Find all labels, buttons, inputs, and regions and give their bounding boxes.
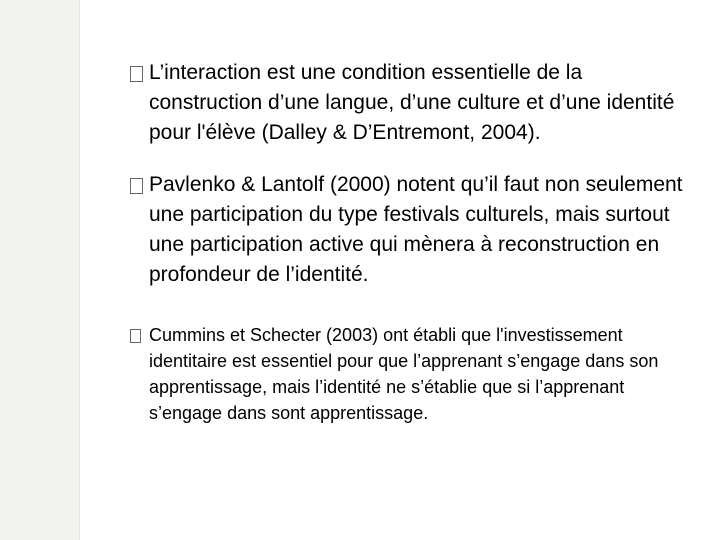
bullet-square-icon xyxy=(130,178,143,194)
bullet-item xyxy=(128,58,700,148)
bullet-square-icon xyxy=(130,329,141,343)
left-accent-band xyxy=(0,0,80,540)
bullet-list xyxy=(128,58,700,426)
bullet-item xyxy=(128,322,700,426)
bullet-square-icon xyxy=(130,66,143,82)
bullet-item xyxy=(128,170,700,290)
bullet-text: Cummins et Schecter (2003) ont établi que l'investissement identitaire est essentiel pour que l’apprenant s’engage dans son apprentissage, mais l’identité ne s’établie que si l’apprenant s’engage dans sont apprentissage. xyxy=(149,325,659,423)
left-accent-band-edge xyxy=(79,0,80,540)
bullet-text: Pavlenko & Lantolf (2000) notent qu’il faut non seulement une participation du type festivals culturels, mais surtout une participation active qui mènera à reconstruction en profondeur de l’identité. xyxy=(149,173,683,286)
bullet-text: L’interaction est une condition essentielle de la construction d’une langue, d’une culture et d’une identité pour l'élève (Dalley & D’Entremont, 2004). xyxy=(149,61,675,144)
